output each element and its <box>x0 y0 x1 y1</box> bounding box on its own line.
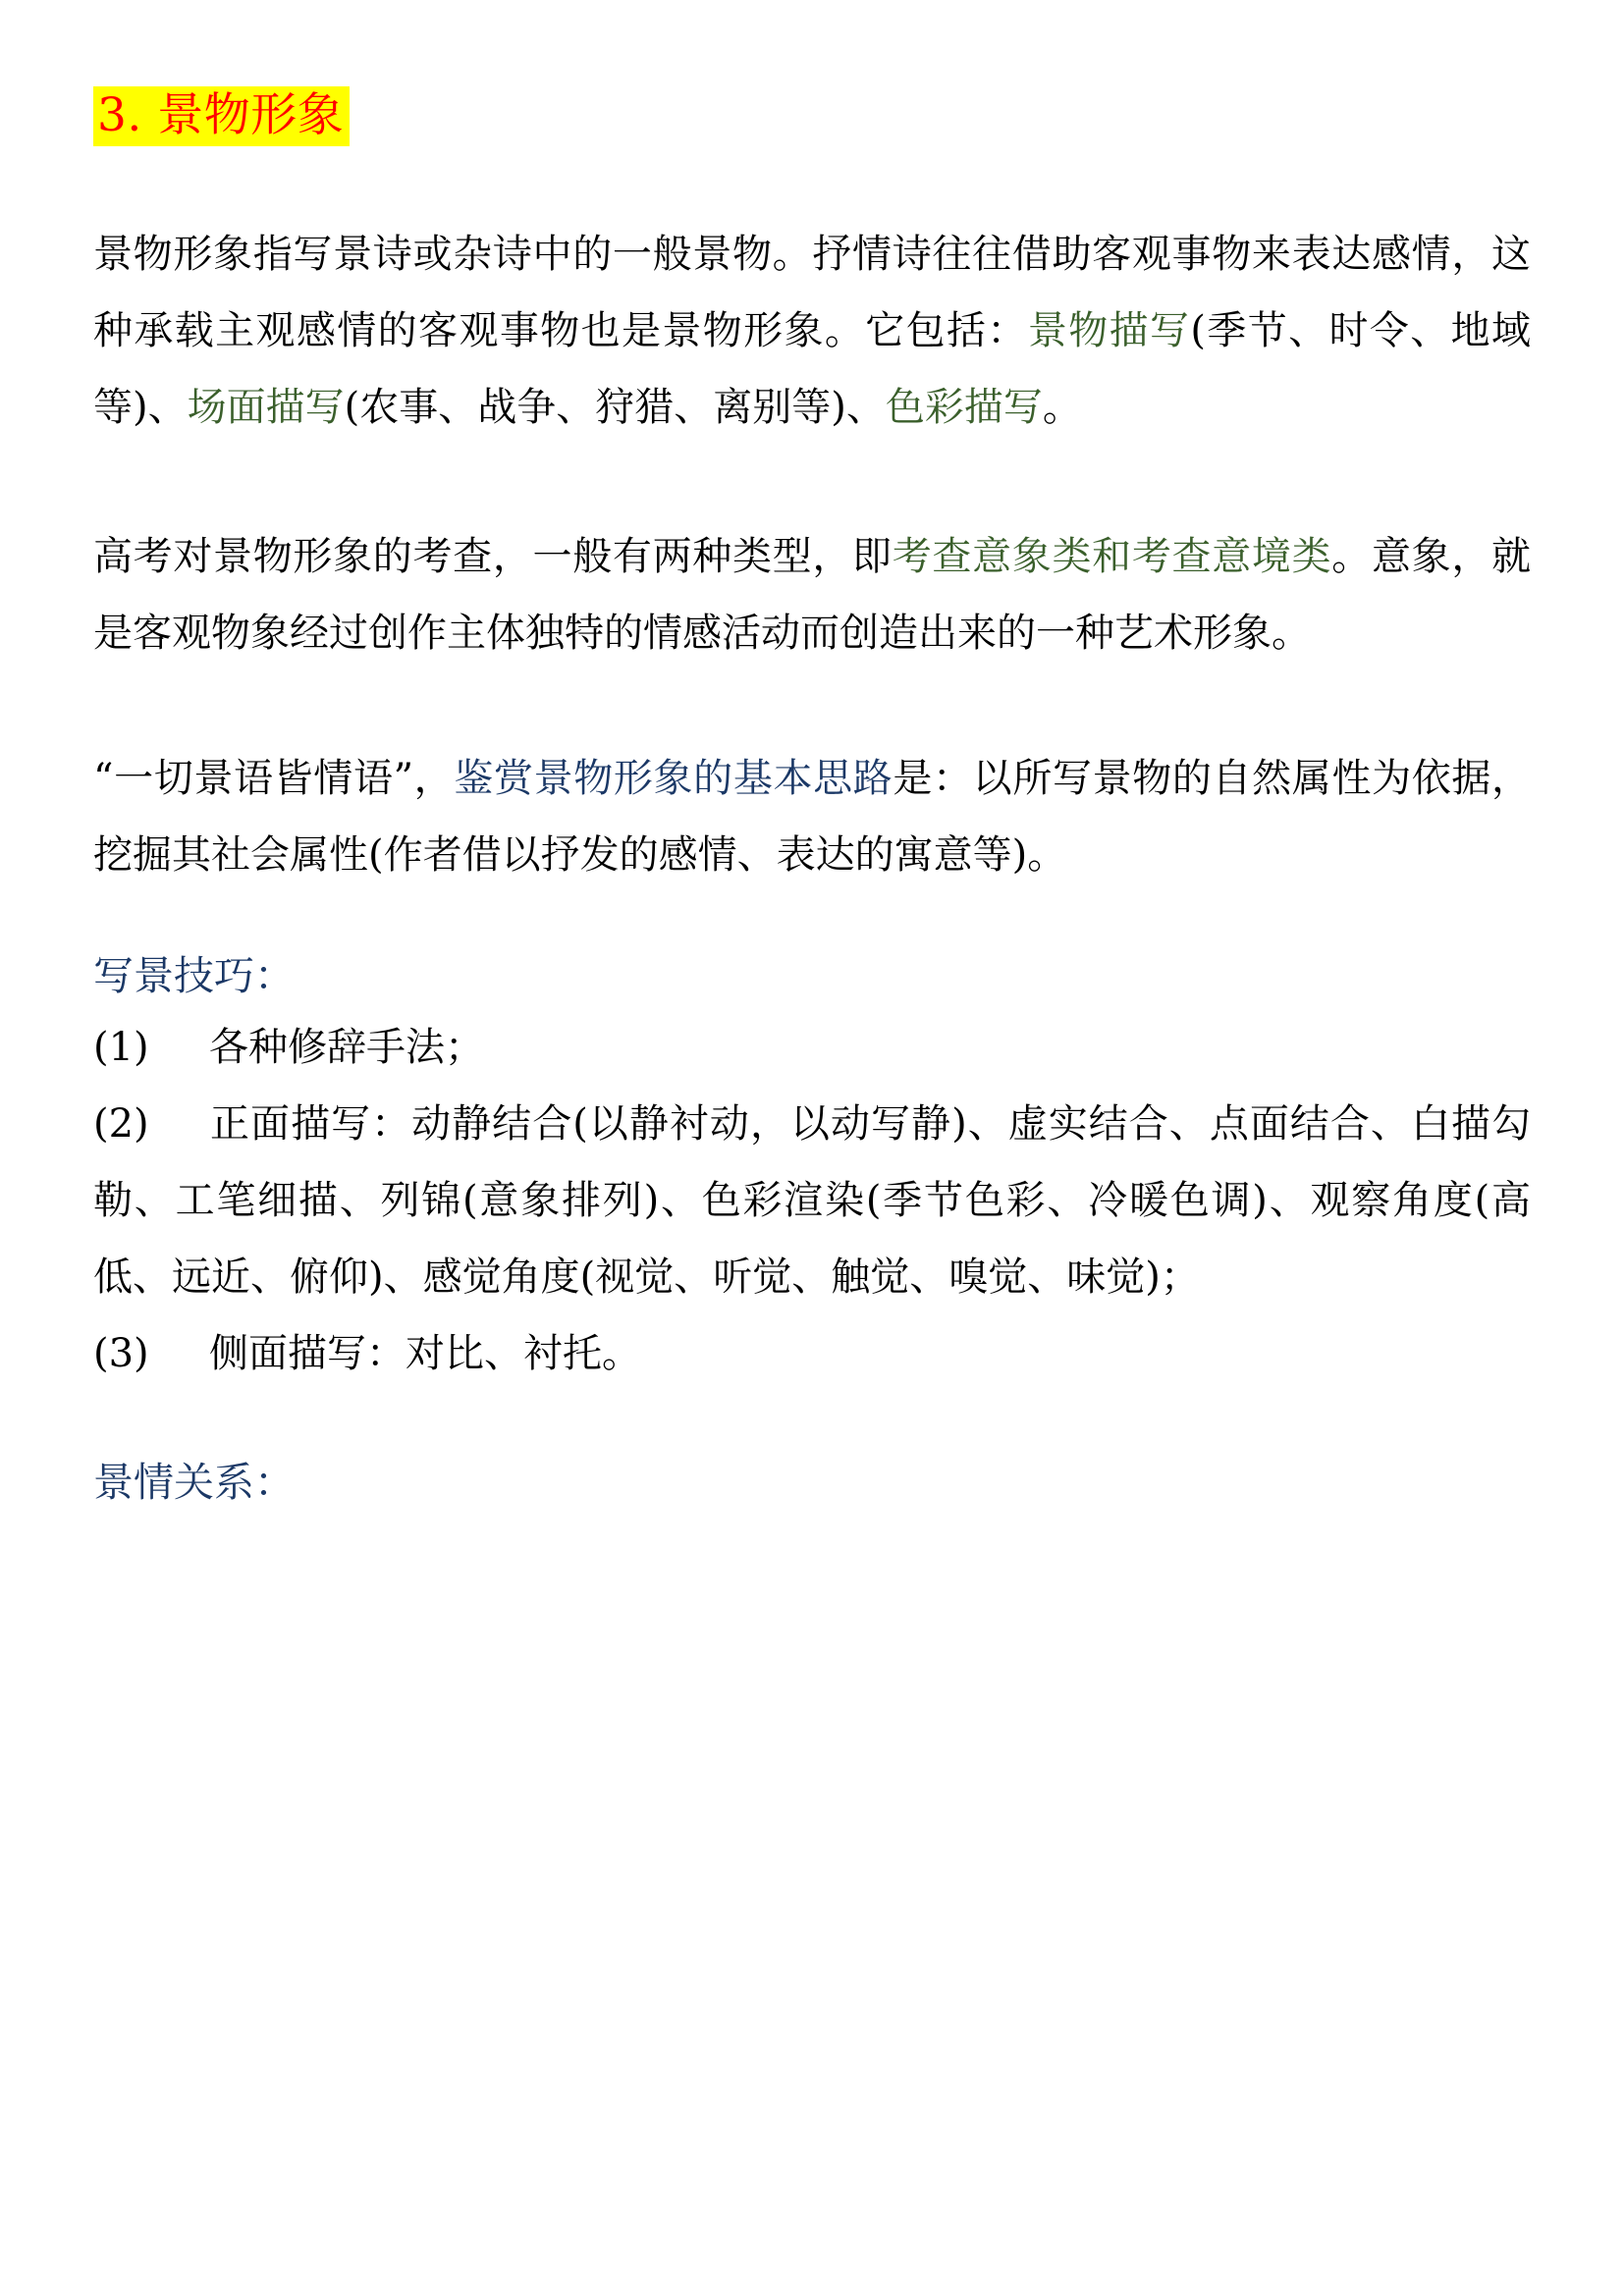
run-highlight-scene-description: 场面描写 <box>187 385 345 431</box>
run-text: 景物形象指写景诗或杂诗中的一般景物。抒情诗往往借助客观事物来表达感情，这种承载主观感情的客观事物也是景物形象。它包括： <box>93 232 1531 354</box>
list-item <box>93 1009 1531 1086</box>
spacer <box>93 1392 1531 1451</box>
list-item-marker: (3) <box>93 1330 149 1376</box>
run-highlight-exam-categories: 考查意象类和考查意境类 <box>892 534 1332 580</box>
list-item-text: 各种修辞手法； <box>209 1024 484 1070</box>
run-text: 。意象，就是客观物象经过创作主体独特的情感活动而创造出来的一种艺术形象。 <box>93 534 1532 657</box>
run-text: 高考对景物形象的考查，一般有两种类型，即 <box>93 534 893 580</box>
run-text: (季节、时令、地域等)、 <box>93 308 1532 431</box>
paragraph-definition <box>93 216 1531 446</box>
run-highlight-color-description: 色彩描写 <box>885 385 1043 431</box>
page-title <box>93 86 1531 145</box>
page-title-text: 3. 景物形象 <box>93 86 350 146</box>
paragraph-exam-types <box>93 518 1531 671</box>
paragraph-appreciation-approach <box>93 740 1531 893</box>
list-item-marker: (1) <box>93 1024 149 1070</box>
spacer <box>93 893 1531 944</box>
list-item <box>93 1086 1531 1315</box>
section-heading-writing-techniques: 写景技巧： <box>93 952 295 1000</box>
list-writing-techniques <box>93 1009 1531 1392</box>
run-highlight-basic-approach: 鉴赏景物形象的基本思路 <box>454 756 893 802</box>
spacer <box>93 145 1531 216</box>
spacer <box>93 446 1531 518</box>
list-item-text: 正面描写：动静结合(以静衬动，以动写静)、虚实结合、点面结合、白描勾勒、工笔细描、列锦(意象排列)、色彩渲染(季节色彩、冷暖色调)、观察角度(高低、远近、俯仰)、感觉角度(视觉、听觉、触觉、嗅觉、味觉)； <box>93 1100 1531 1300</box>
run-highlight-scenery-description: 景物描写 <box>1027 308 1191 354</box>
run-text: 是：以所写景物的自然属性为依据，挖掘其社会属性(作者借以抒发的感情、表达的寓意等)。 <box>93 756 1532 879</box>
run-text: (农事、战争、狩猎、离别等)、 <box>344 385 886 431</box>
section-heading-scene-emotion-relation: 景情关系： <box>93 1458 295 1506</box>
list-item-marker: (2) <box>93 1100 149 1147</box>
list-item <box>93 1315 1531 1392</box>
spacer <box>93 671 1531 740</box>
run-text: “一切景语皆情语”， <box>93 756 455 802</box>
run-text: 。 <box>1042 385 1082 431</box>
list-item-text: 侧面描写：对比、衬托。 <box>209 1330 641 1376</box>
